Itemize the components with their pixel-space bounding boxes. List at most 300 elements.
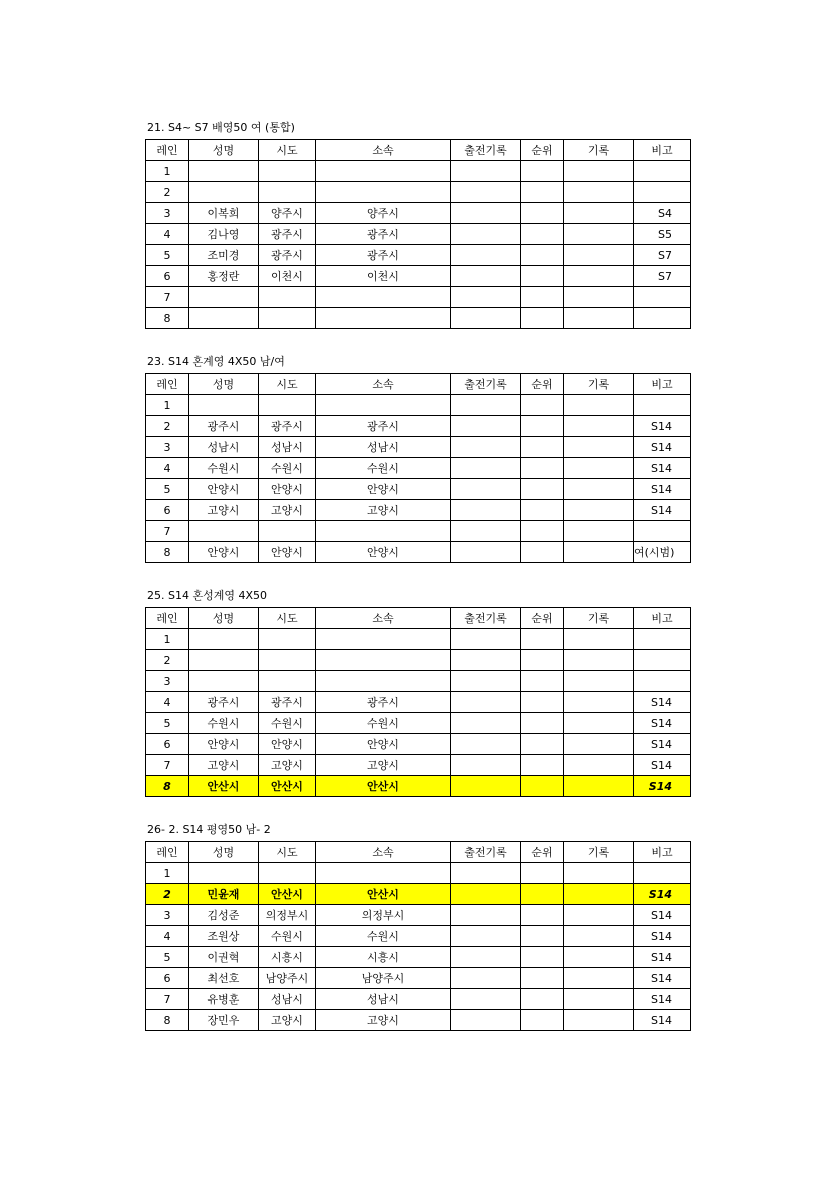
name-cell bbox=[189, 671, 259, 692]
team-header: 소속 bbox=[316, 374, 451, 395]
rank-cell bbox=[521, 500, 564, 521]
record-cell bbox=[564, 734, 634, 755]
rank-cell bbox=[521, 650, 564, 671]
team-cell bbox=[316, 521, 451, 542]
entry-record-cell bbox=[451, 308, 521, 329]
note-cell: S14 bbox=[634, 947, 691, 968]
team-cell: 수원시 bbox=[316, 458, 451, 479]
city-header: 시도 bbox=[259, 608, 316, 629]
table-row bbox=[146, 926, 691, 947]
record-cell bbox=[564, 500, 634, 521]
note-cell bbox=[634, 650, 691, 671]
rank-cell bbox=[521, 395, 564, 416]
team-cell: 수원시 bbox=[316, 926, 451, 947]
note-cell: S14 bbox=[634, 755, 691, 776]
note-cell: S14 bbox=[634, 458, 691, 479]
table-row bbox=[146, 755, 691, 776]
lane-cell: 1 bbox=[146, 395, 189, 416]
lane-cell: 8 bbox=[146, 308, 189, 329]
team-cell: 광주시 bbox=[316, 245, 451, 266]
record-header: 기록 bbox=[564, 374, 634, 395]
entry-record-cell bbox=[451, 182, 521, 203]
rank-cell bbox=[521, 863, 564, 884]
rank-header: 순위 bbox=[521, 608, 564, 629]
entry-record-cell bbox=[451, 989, 521, 1010]
note-cell bbox=[634, 308, 691, 329]
rank-cell bbox=[521, 308, 564, 329]
team-cell: 남양주시 bbox=[316, 968, 451, 989]
record-cell bbox=[564, 968, 634, 989]
name-cell bbox=[189, 650, 259, 671]
team-header: 소속 bbox=[316, 608, 451, 629]
rank-cell bbox=[521, 692, 564, 713]
rank-cell bbox=[521, 989, 564, 1010]
record-cell bbox=[564, 308, 634, 329]
note-cell bbox=[634, 395, 691, 416]
name-header: 성명 bbox=[189, 374, 259, 395]
record-cell bbox=[564, 458, 634, 479]
rank-cell bbox=[521, 968, 564, 989]
record-cell bbox=[564, 287, 634, 308]
lane-header: 레인 bbox=[146, 608, 189, 629]
entry-record-cell bbox=[451, 926, 521, 947]
lane-cell: 5 bbox=[146, 713, 189, 734]
record-cell bbox=[564, 161, 634, 182]
team-cell: 수원시 bbox=[316, 713, 451, 734]
name-cell bbox=[189, 287, 259, 308]
city-cell: 양주시 bbox=[259, 203, 316, 224]
city-cell bbox=[259, 308, 316, 329]
city-cell: 안산시 bbox=[259, 776, 316, 797]
record-cell bbox=[564, 542, 634, 563]
city-cell: 수원시 bbox=[259, 458, 316, 479]
rank-cell bbox=[521, 203, 564, 224]
event-title: 23. S14 혼계영 4X50 남/여 bbox=[147, 355, 285, 368]
entry-record-cell bbox=[451, 203, 521, 224]
table-row bbox=[146, 395, 691, 416]
record-cell bbox=[564, 182, 634, 203]
team-cell: 시흥시 bbox=[316, 947, 451, 968]
name-cell: 안양시 bbox=[189, 542, 259, 563]
team-cell: 고양시 bbox=[316, 500, 451, 521]
team-cell: 성남시 bbox=[316, 989, 451, 1010]
note-cell: S4 bbox=[634, 203, 691, 224]
table-row bbox=[146, 905, 691, 926]
team-cell bbox=[316, 161, 451, 182]
city-cell bbox=[259, 395, 316, 416]
rank-cell bbox=[521, 287, 564, 308]
lane-cell: 4 bbox=[146, 458, 189, 479]
city-cell: 안산시 bbox=[259, 884, 316, 905]
table-row bbox=[146, 287, 691, 308]
entry-record-cell bbox=[451, 416, 521, 437]
table-row bbox=[146, 692, 691, 713]
note-cell: 여(시범) bbox=[634, 542, 691, 563]
table-row bbox=[146, 458, 691, 479]
city-cell: 이천시 bbox=[259, 266, 316, 287]
name-cell: 고양시 bbox=[189, 755, 259, 776]
entry-record-header: 출전기록 bbox=[451, 374, 521, 395]
name-cell bbox=[189, 629, 259, 650]
entry-record-cell bbox=[451, 650, 521, 671]
team-cell: 고양시 bbox=[316, 1010, 451, 1031]
name-cell: 성남시 bbox=[189, 437, 259, 458]
lane-header: 레인 bbox=[146, 374, 189, 395]
event-section-2 bbox=[145, 355, 690, 563]
entry-record-cell bbox=[451, 692, 521, 713]
entry-record-cell bbox=[451, 287, 521, 308]
name-cell: 유병훈 bbox=[189, 989, 259, 1010]
note-cell: S14 bbox=[634, 884, 691, 905]
record-cell bbox=[564, 395, 634, 416]
rank-header: 순위 bbox=[521, 374, 564, 395]
rank-cell bbox=[521, 926, 564, 947]
name-cell: 장민우 bbox=[189, 1010, 259, 1031]
rank-cell bbox=[521, 1010, 564, 1031]
table-row bbox=[146, 521, 691, 542]
record-cell bbox=[564, 671, 634, 692]
lane-cell: 6 bbox=[146, 968, 189, 989]
lane-cell: 3 bbox=[146, 203, 189, 224]
name-cell: 최선호 bbox=[189, 968, 259, 989]
entry-record-cell bbox=[451, 458, 521, 479]
note-cell: S14 bbox=[634, 776, 691, 797]
entry-record-cell bbox=[451, 671, 521, 692]
entry-record-cell bbox=[451, 968, 521, 989]
table-row bbox=[146, 884, 691, 905]
record-cell bbox=[564, 989, 634, 1010]
name-cell: 이권혁 bbox=[189, 947, 259, 968]
record-cell bbox=[564, 905, 634, 926]
rank-cell bbox=[521, 905, 564, 926]
lane-cell: 4 bbox=[146, 692, 189, 713]
record-cell bbox=[564, 863, 634, 884]
team-cell bbox=[316, 182, 451, 203]
city-cell: 안양시 bbox=[259, 542, 316, 563]
rank-cell bbox=[521, 161, 564, 182]
name-cell: 고양시 bbox=[189, 500, 259, 521]
team-cell bbox=[316, 863, 451, 884]
note-cell: S7 bbox=[634, 245, 691, 266]
city-cell bbox=[259, 161, 316, 182]
name-cell: 광주시 bbox=[189, 416, 259, 437]
entry-record-cell bbox=[451, 437, 521, 458]
team-cell bbox=[316, 671, 451, 692]
team-cell: 이천시 bbox=[316, 266, 451, 287]
table-row bbox=[146, 245, 691, 266]
table-row bbox=[146, 968, 691, 989]
rank-cell bbox=[521, 224, 564, 245]
rank-cell bbox=[521, 776, 564, 797]
lane-cell: 4 bbox=[146, 224, 189, 245]
city-cell: 광주시 bbox=[259, 416, 316, 437]
table-row bbox=[146, 416, 691, 437]
lane-cell: 3 bbox=[146, 905, 189, 926]
entry-record-header: 출전기록 bbox=[451, 140, 521, 161]
note-cell bbox=[634, 521, 691, 542]
name-cell bbox=[189, 521, 259, 542]
rank-cell bbox=[521, 458, 564, 479]
lane-cell: 1 bbox=[146, 629, 189, 650]
name-cell bbox=[189, 161, 259, 182]
name-cell: 민윤재 bbox=[189, 884, 259, 905]
rank-cell bbox=[521, 266, 564, 287]
record-cell bbox=[564, 203, 634, 224]
record-cell bbox=[564, 266, 634, 287]
city-cell: 고양시 bbox=[259, 755, 316, 776]
team-cell: 양주시 bbox=[316, 203, 451, 224]
entry-record-cell bbox=[451, 479, 521, 500]
note-cell bbox=[634, 161, 691, 182]
lane-cell: 8 bbox=[146, 542, 189, 563]
entry-record-cell bbox=[451, 713, 521, 734]
table-row bbox=[146, 479, 691, 500]
rank-cell bbox=[521, 416, 564, 437]
entry-record-cell bbox=[451, 884, 521, 905]
table-row bbox=[146, 266, 691, 287]
lane-cell: 6 bbox=[146, 266, 189, 287]
lane-cell: 8 bbox=[146, 1010, 189, 1031]
city-cell: 의정부시 bbox=[259, 905, 316, 926]
record-cell bbox=[564, 692, 634, 713]
city-cell bbox=[259, 650, 316, 671]
name-cell: 안산시 bbox=[189, 776, 259, 797]
note-header: 비고 bbox=[634, 374, 691, 395]
city-header: 시도 bbox=[259, 140, 316, 161]
record-cell bbox=[564, 245, 634, 266]
record-cell bbox=[564, 926, 634, 947]
team-cell bbox=[316, 629, 451, 650]
team-cell bbox=[316, 287, 451, 308]
lane-cell: 1 bbox=[146, 863, 189, 884]
table-row bbox=[146, 629, 691, 650]
note-cell bbox=[634, 629, 691, 650]
lane-cell: 5 bbox=[146, 947, 189, 968]
city-cell bbox=[259, 671, 316, 692]
name-header: 성명 bbox=[189, 608, 259, 629]
name-cell: 이복희 bbox=[189, 203, 259, 224]
rank-cell bbox=[521, 947, 564, 968]
table-row bbox=[146, 182, 691, 203]
event-title: 26- 2. S14 평영50 남- 2 bbox=[147, 823, 271, 836]
team-cell: 안산시 bbox=[316, 776, 451, 797]
record-header: 기록 bbox=[564, 842, 634, 863]
name-cell bbox=[189, 863, 259, 884]
lane-cell: 7 bbox=[146, 521, 189, 542]
rank-cell bbox=[521, 437, 564, 458]
city-cell bbox=[259, 629, 316, 650]
team-header: 소속 bbox=[316, 140, 451, 161]
lane-cell: 2 bbox=[146, 416, 189, 437]
team-cell: 안산시 bbox=[316, 884, 451, 905]
rank-cell bbox=[521, 182, 564, 203]
lane-cell: 2 bbox=[146, 884, 189, 905]
rank-header: 순위 bbox=[521, 140, 564, 161]
rank-cell bbox=[521, 542, 564, 563]
city-cell: 광주시 bbox=[259, 692, 316, 713]
note-cell bbox=[634, 863, 691, 884]
city-cell: 안양시 bbox=[259, 479, 316, 500]
event-section-1 bbox=[145, 121, 690, 329]
lane-header: 레인 bbox=[146, 140, 189, 161]
rank-cell bbox=[521, 521, 564, 542]
team-cell: 광주시 bbox=[316, 416, 451, 437]
table-row bbox=[146, 671, 691, 692]
table-row bbox=[146, 203, 691, 224]
entry-record-cell bbox=[451, 863, 521, 884]
city-cell: 광주시 bbox=[259, 245, 316, 266]
name-cell: 홍정란 bbox=[189, 266, 259, 287]
name-cell: 조원상 bbox=[189, 926, 259, 947]
team-cell: 광주시 bbox=[316, 224, 451, 245]
note-cell: S14 bbox=[634, 713, 691, 734]
table-row bbox=[146, 1010, 691, 1031]
entry-table bbox=[145, 841, 691, 1031]
table-row bbox=[146, 437, 691, 458]
record-cell bbox=[564, 776, 634, 797]
rank-cell bbox=[521, 884, 564, 905]
table-row bbox=[146, 542, 691, 563]
entry-record-cell bbox=[451, 521, 521, 542]
entry-record-cell bbox=[451, 245, 521, 266]
note-cell: S14 bbox=[634, 905, 691, 926]
name-cell: 안양시 bbox=[189, 479, 259, 500]
lane-cell: 3 bbox=[146, 437, 189, 458]
table-row bbox=[146, 776, 691, 797]
city-cell: 수원시 bbox=[259, 926, 316, 947]
name-cell: 수원시 bbox=[189, 713, 259, 734]
name-cell: 광주시 bbox=[189, 692, 259, 713]
record-cell bbox=[564, 479, 634, 500]
record-cell bbox=[564, 755, 634, 776]
lane-header: 레인 bbox=[146, 842, 189, 863]
note-cell: S14 bbox=[634, 692, 691, 713]
note-cell: S14 bbox=[634, 989, 691, 1010]
table-header-row bbox=[146, 140, 691, 161]
entry-table bbox=[145, 139, 691, 329]
entry-record-cell bbox=[451, 542, 521, 563]
table-row bbox=[146, 161, 691, 182]
event-title: 25. S14 혼성계영 4X50 bbox=[147, 589, 267, 602]
table-row bbox=[146, 989, 691, 1010]
event-title: 21. S4~ S7 배영50 여 (통합) bbox=[147, 121, 295, 134]
entry-record-cell bbox=[451, 395, 521, 416]
lane-cell: 7 bbox=[146, 287, 189, 308]
city-cell: 남양주시 bbox=[259, 968, 316, 989]
event-section-4 bbox=[145, 823, 690, 1031]
lane-cell: 8 bbox=[146, 776, 189, 797]
name-header: 성명 bbox=[189, 140, 259, 161]
city-cell: 고양시 bbox=[259, 500, 316, 521]
team-cell bbox=[316, 308, 451, 329]
entry-record-cell bbox=[451, 161, 521, 182]
city-cell: 안양시 bbox=[259, 734, 316, 755]
name-cell: 수원시 bbox=[189, 458, 259, 479]
city-cell: 광주시 bbox=[259, 224, 316, 245]
city-cell: 시흥시 bbox=[259, 947, 316, 968]
lane-cell: 2 bbox=[146, 650, 189, 671]
entry-record-header: 출전기록 bbox=[451, 842, 521, 863]
city-header: 시도 bbox=[259, 374, 316, 395]
name-cell: 김나영 bbox=[189, 224, 259, 245]
table-row bbox=[146, 863, 691, 884]
record-cell bbox=[564, 947, 634, 968]
note-cell: S14 bbox=[634, 734, 691, 755]
note-header: 비고 bbox=[634, 608, 691, 629]
entry-record-cell bbox=[451, 266, 521, 287]
record-cell bbox=[564, 416, 634, 437]
entry-record-cell bbox=[451, 629, 521, 650]
table-header-row bbox=[146, 374, 691, 395]
lane-cell: 2 bbox=[146, 182, 189, 203]
name-cell: 김성준 bbox=[189, 905, 259, 926]
rank-cell bbox=[521, 245, 564, 266]
team-cell: 광주시 bbox=[316, 692, 451, 713]
note-cell: S7 bbox=[634, 266, 691, 287]
note-cell: S14 bbox=[634, 479, 691, 500]
rank-cell bbox=[521, 713, 564, 734]
name-cell: 조미경 bbox=[189, 245, 259, 266]
note-cell: S14 bbox=[634, 416, 691, 437]
note-cell bbox=[634, 671, 691, 692]
name-cell: 안양시 bbox=[189, 734, 259, 755]
team-cell bbox=[316, 395, 451, 416]
table-row bbox=[146, 500, 691, 521]
rank-cell bbox=[521, 671, 564, 692]
table-row bbox=[146, 713, 691, 734]
name-cell bbox=[189, 395, 259, 416]
record-header: 기록 bbox=[564, 608, 634, 629]
lane-cell: 5 bbox=[146, 245, 189, 266]
team-cell: 안양시 bbox=[316, 734, 451, 755]
note-cell: S14 bbox=[634, 1010, 691, 1031]
record-cell bbox=[564, 1010, 634, 1031]
table-header-row bbox=[146, 608, 691, 629]
team-cell: 안양시 bbox=[316, 542, 451, 563]
entry-table bbox=[145, 607, 691, 797]
table-row bbox=[146, 308, 691, 329]
rank-cell bbox=[521, 479, 564, 500]
note-cell bbox=[634, 287, 691, 308]
table-row bbox=[146, 734, 691, 755]
entry-record-cell bbox=[451, 734, 521, 755]
rank-cell bbox=[521, 629, 564, 650]
lane-cell: 5 bbox=[146, 479, 189, 500]
entry-record-cell bbox=[451, 500, 521, 521]
city-cell: 성남시 bbox=[259, 989, 316, 1010]
record-header: 기록 bbox=[564, 140, 634, 161]
team-header: 소속 bbox=[316, 842, 451, 863]
name-cell bbox=[189, 308, 259, 329]
rank-cell bbox=[521, 734, 564, 755]
note-cell: S5 bbox=[634, 224, 691, 245]
lane-cell: 6 bbox=[146, 734, 189, 755]
lane-cell: 6 bbox=[146, 500, 189, 521]
note-cell: S14 bbox=[634, 926, 691, 947]
lane-cell: 4 bbox=[146, 926, 189, 947]
record-cell bbox=[564, 437, 634, 458]
city-cell: 고양시 bbox=[259, 1010, 316, 1031]
note-cell: S14 bbox=[634, 968, 691, 989]
entry-record-cell bbox=[451, 776, 521, 797]
city-cell bbox=[259, 863, 316, 884]
record-cell bbox=[564, 521, 634, 542]
entry-record-header: 출전기록 bbox=[451, 608, 521, 629]
entry-record-cell bbox=[451, 947, 521, 968]
entry-record-cell bbox=[451, 755, 521, 776]
team-cell bbox=[316, 650, 451, 671]
event-section-3 bbox=[145, 589, 690, 797]
